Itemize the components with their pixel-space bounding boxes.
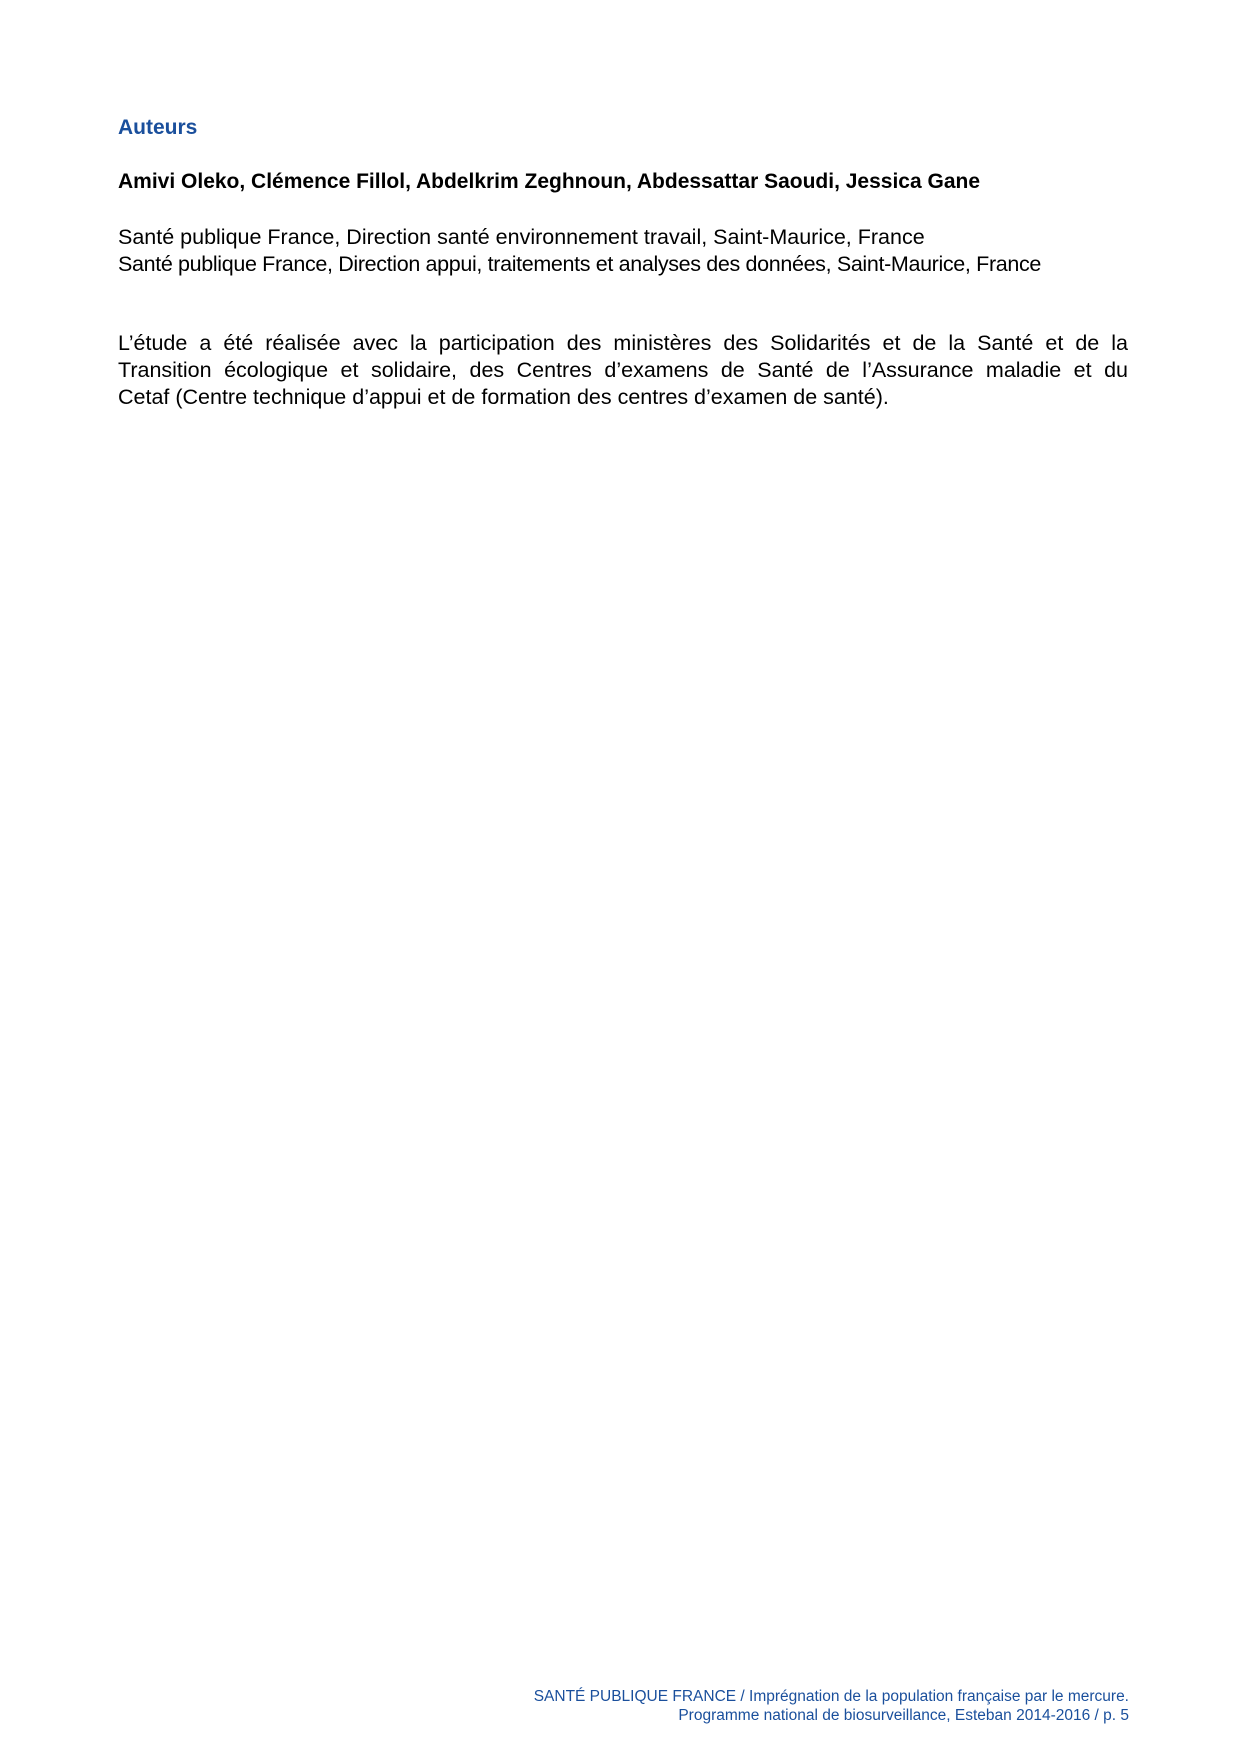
footer-line-1: SANTÉ PUBLIQUE FRANCE / Imprégnation de la population française par le mercure. (533, 1688, 1129, 1705)
acknowledgement-line: L’étude a été réalisée avec la participation des ministères des Solidarités et de la Santé et de la (118, 331, 1128, 355)
affiliations (118, 224, 1128, 278)
affiliation-1: Santé publique France, Direction santé environnement travail, Saint-Maurice, France (118, 225, 925, 249)
section-heading-auteurs: Auteurs (118, 116, 198, 139)
acknowledgement-line: Transition écologique et solidaire, des Centres d’examens de Santé de l’Assurance maladie et du (118, 358, 1128, 382)
acknowledgement-line: Cetaf (Centre technique d’appui et de formation des centres d’examen de santé). (118, 385, 889, 409)
acknowledgement-paragraph (118, 330, 1128, 411)
affiliation-2: Santé publique France, Direction appui, traitements et analyses des données, Saint-Maurice, France (118, 252, 1041, 276)
author-list: Amivi Oleko, Clémence Fillol, Abdelkrim Zeghnoun, Abdessattar Saoudi, Jessica Gane (118, 170, 981, 193)
footer-line-2: Programme national de biosurveillance, Esteban 2014-2016 / p. 5 (678, 1707, 1129, 1724)
page-footer (534, 1687, 1129, 1725)
